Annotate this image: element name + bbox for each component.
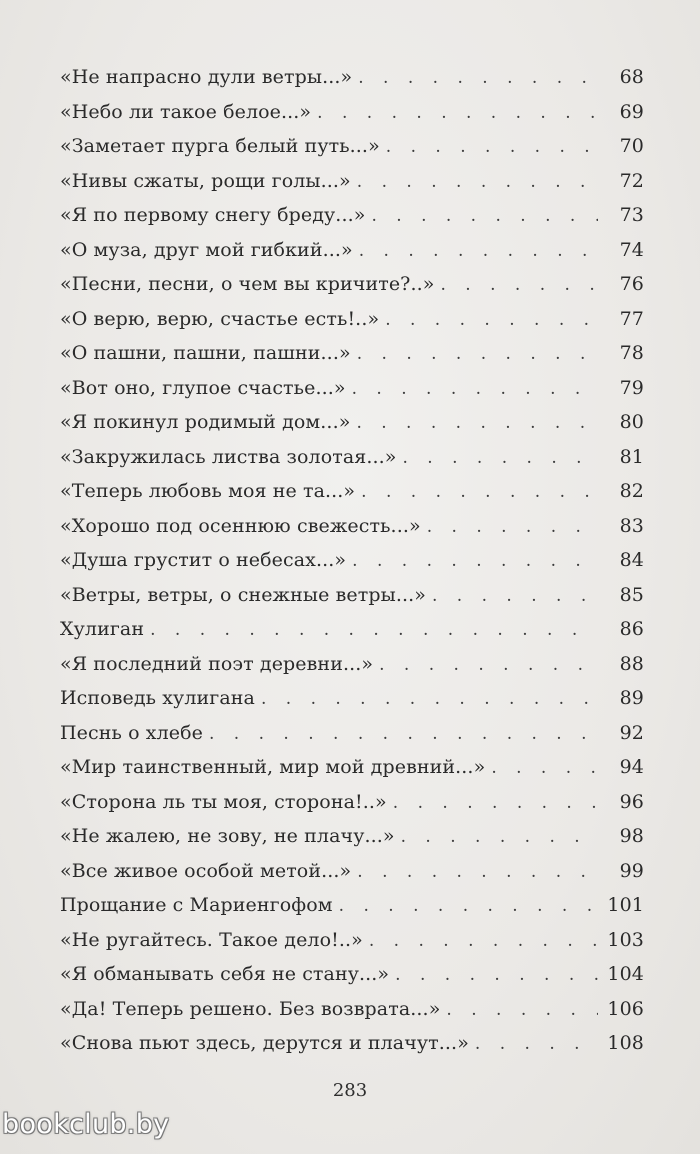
toc-entry-page: 89 xyxy=(619,687,644,709)
toc-entry-page: 108 xyxy=(607,1032,644,1054)
toc-entry-page: 92 xyxy=(619,721,644,744)
dot-leader xyxy=(150,613,598,648)
toc-entry xyxy=(60,474,644,509)
dot-leader xyxy=(393,786,598,821)
dot-leader xyxy=(446,993,598,1028)
toc-entry-title: «Не напрасно дули ветры...» xyxy=(60,66,353,88)
toc-entry-title: «Я обманывать себя не стану...» xyxy=(60,963,390,985)
toc-entry-title: «Закружилась листва золотая...» xyxy=(60,445,397,468)
dot-leader xyxy=(491,751,598,786)
toc-entry xyxy=(60,716,644,751)
toc-entry-page: 96 xyxy=(619,790,644,813)
toc-entry-title: «О муза, друг мой гибкий...» xyxy=(60,238,353,261)
toc-entry-title: «Сторона ль ты моя, сторона!..» xyxy=(60,790,387,813)
toc-entry xyxy=(60,1026,644,1061)
toc-entry-title: «Да! Теперь решено. Без возврата...» xyxy=(60,997,441,1020)
toc-entry xyxy=(60,233,644,268)
toc-entry xyxy=(60,957,644,992)
toc-entry-title: «Я по первому снегу бреду...» xyxy=(60,204,366,226)
dot-leader xyxy=(209,717,598,752)
page-number: 283 xyxy=(332,1080,368,1101)
toc-entry xyxy=(60,95,644,130)
toc-entry-page: 81 xyxy=(619,445,644,468)
dot-leader xyxy=(395,958,598,993)
toc-entry-title: «Снова пьют здесь, дерутся и плачут...» xyxy=(60,1032,469,1054)
toc-entry xyxy=(60,405,644,440)
dot-leader xyxy=(261,682,598,717)
toc-entry xyxy=(60,819,644,854)
toc-entry-page: 85 xyxy=(619,583,644,606)
toc-entry-page: 68 xyxy=(619,66,644,88)
toc-entry-page: 86 xyxy=(619,618,644,640)
toc-entry-title: «О верю, верю, счастье есть!..» xyxy=(60,307,380,330)
toc-entry-title: Хулиган xyxy=(60,618,145,640)
dot-leader xyxy=(358,61,598,96)
table-of-contents xyxy=(60,60,644,1061)
toc-entry xyxy=(60,750,644,785)
toc-entry xyxy=(60,60,644,95)
toc-entry-title: «Вот оно, глупое счастье...» xyxy=(60,376,346,399)
dot-leader xyxy=(356,406,598,441)
dot-leader xyxy=(379,648,598,683)
toc-entry-title: «О пашни, пашни, пашни...» xyxy=(60,342,351,364)
dot-leader xyxy=(385,303,598,338)
toc-entry-page: 69 xyxy=(619,100,644,123)
watermark-logo: bookclub.by xyxy=(2,1109,170,1140)
toc-entry-title: «Я покинул родимый дом...» xyxy=(60,411,351,433)
toc-entry xyxy=(60,681,644,716)
toc-entry xyxy=(60,923,644,958)
toc-entry xyxy=(60,854,644,889)
toc-entry-page: 77 xyxy=(619,307,644,330)
toc-entry-title: «Хорошо под осеннюю свежесть...» xyxy=(60,514,421,537)
toc-entry xyxy=(60,440,644,475)
toc-entry-page: 94 xyxy=(619,756,644,778)
toc-entry-page: 82 xyxy=(619,480,644,502)
toc-entry-title: Прощание с Мариенгофом xyxy=(60,894,333,916)
toc-entry xyxy=(60,267,644,302)
toc-entry xyxy=(60,371,644,406)
toc-entry-page: 79 xyxy=(619,376,644,399)
toc-entry-title: «Не жалею, не зову, не плачу...» xyxy=(60,825,395,847)
dot-leader xyxy=(357,337,598,372)
dot-leader xyxy=(361,475,598,510)
dot-leader xyxy=(357,165,598,200)
toc-entry xyxy=(60,302,644,337)
toc-entry-page: 84 xyxy=(619,549,644,571)
toc-entry-page: 76 xyxy=(619,273,644,295)
dot-leader xyxy=(359,234,598,269)
toc-entry-page: 99 xyxy=(619,859,644,882)
toc-entry-title: «Ветры, ветры, о снежные ветры...» xyxy=(60,583,426,606)
dot-leader xyxy=(317,96,598,131)
dot-leader xyxy=(440,268,598,303)
dot-leader xyxy=(427,510,598,545)
dot-leader xyxy=(401,820,598,855)
toc-entry-title: «Небо ли такое белое...» xyxy=(60,100,312,123)
dot-leader xyxy=(386,130,598,165)
toc-entry-page: 103 xyxy=(607,928,644,951)
dot-leader xyxy=(432,579,598,614)
toc-entry-page: 104 xyxy=(607,963,644,985)
toc-entry-page: 106 xyxy=(607,997,644,1020)
dot-leader xyxy=(352,372,598,407)
toc-entry-page: 73 xyxy=(619,204,644,226)
toc-entry-title: «Песни, песни, о чем вы кричите?..» xyxy=(60,273,435,295)
toc-entry xyxy=(60,785,644,820)
toc-entry-title: «Мир таинственный, мир мой древний...» xyxy=(60,756,486,778)
toc-entry-title: «Душа грустит о небесах...» xyxy=(60,549,347,571)
toc-entry-title: «Не ругайтесь. Такое дело!..» xyxy=(60,928,363,951)
toc-entry-page: 70 xyxy=(619,135,644,157)
toc-entry xyxy=(60,543,644,578)
toc-entry-title: «Заметает пурга белый путь...» xyxy=(60,135,380,157)
toc-entry xyxy=(60,888,644,923)
toc-entry xyxy=(60,164,644,199)
dot-leader xyxy=(357,855,598,890)
toc-entry xyxy=(60,129,644,164)
toc-entry xyxy=(60,992,644,1027)
toc-entry xyxy=(60,336,644,371)
dot-leader xyxy=(369,924,598,959)
toc-entry-title: Исповедь хулигана xyxy=(60,687,255,709)
toc-entry-title: «Все живое особой метой...» xyxy=(60,859,352,882)
dot-leader xyxy=(403,441,599,476)
toc-entry-title: «Нивы сжаты, рощи голы...» xyxy=(60,169,351,192)
toc-entry-page: 98 xyxy=(619,825,644,847)
toc-entry-page: 88 xyxy=(619,652,644,675)
toc-entry xyxy=(60,647,644,682)
toc-entry xyxy=(60,198,644,233)
toc-entry-title: «Я последний поэт деревни...» xyxy=(60,652,374,675)
toc-entry-page: 74 xyxy=(619,238,644,261)
toc-entry xyxy=(60,509,644,544)
toc-entry xyxy=(60,578,644,613)
toc-entry-page: 78 xyxy=(619,342,644,364)
toc-entry-page: 101 xyxy=(607,894,644,916)
toc-entry xyxy=(60,612,644,647)
toc-entry-title: Песнь о хлебе xyxy=(60,721,203,744)
dot-leader xyxy=(475,1027,598,1062)
dot-leader xyxy=(371,199,598,234)
toc-entry-title: «Теперь любовь моя не та...» xyxy=(60,480,356,502)
toc-entry-page: 80 xyxy=(619,411,644,433)
dot-leader xyxy=(352,544,598,579)
toc-entry-page: 72 xyxy=(619,169,644,192)
toc-entry-page: 83 xyxy=(619,514,644,537)
dot-leader xyxy=(339,889,598,924)
